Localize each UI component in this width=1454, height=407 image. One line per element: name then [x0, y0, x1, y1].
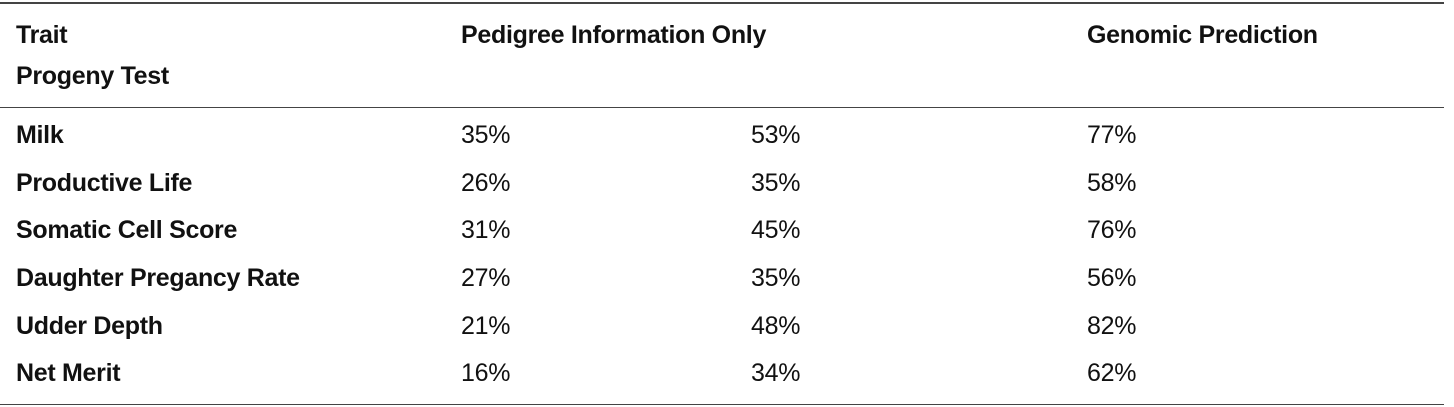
genomic-value: 76% — [1087, 216, 1137, 244]
genomic-value: 56% — [1087, 264, 1137, 292]
progeny-value: 35% — [751, 264, 801, 292]
progeny-value: 34% — [751, 359, 801, 387]
trait-name: Daughter Pregancy Rate — [16, 264, 300, 292]
header-genomic-prediction: Genomic Prediction — [1087, 21, 1318, 49]
genomic-value: 82% — [1087, 312, 1137, 340]
trait-name: Productive Life — [16, 169, 193, 197]
table-header-rule — [0, 107, 1444, 108]
progeny-value: 53% — [751, 121, 801, 149]
pedigree-value: 26% — [461, 169, 511, 197]
progeny-value: 35% — [751, 169, 801, 197]
pedigree-value: 21% — [461, 312, 511, 340]
trait-name: Net Merit — [16, 359, 121, 387]
trait-name: Udder Depth — [16, 312, 163, 340]
pedigree-value: 35% — [461, 121, 511, 149]
header-pedigree-information-only: Pedigree Information Only — [461, 21, 767, 49]
pedigree-value: 16% — [461, 359, 511, 387]
genomic-value: 62% — [1087, 359, 1137, 387]
trait-name: Somatic Cell Score — [16, 216, 238, 244]
progeny-value: 48% — [751, 312, 801, 340]
pedigree-value: 31% — [461, 216, 511, 244]
table-bottom-rule — [0, 404, 1444, 405]
trait-name: Milk — [16, 121, 64, 149]
header-progeny-test: Progeny Test — [16, 62, 169, 90]
table-top-rule — [0, 2, 1444, 4]
pedigree-value: 27% — [461, 264, 511, 292]
genomic-value: 77% — [1087, 121, 1137, 149]
progeny-value: 45% — [751, 216, 801, 244]
genomic-value: 58% — [1087, 169, 1137, 197]
header-trait: Trait — [16, 21, 68, 49]
